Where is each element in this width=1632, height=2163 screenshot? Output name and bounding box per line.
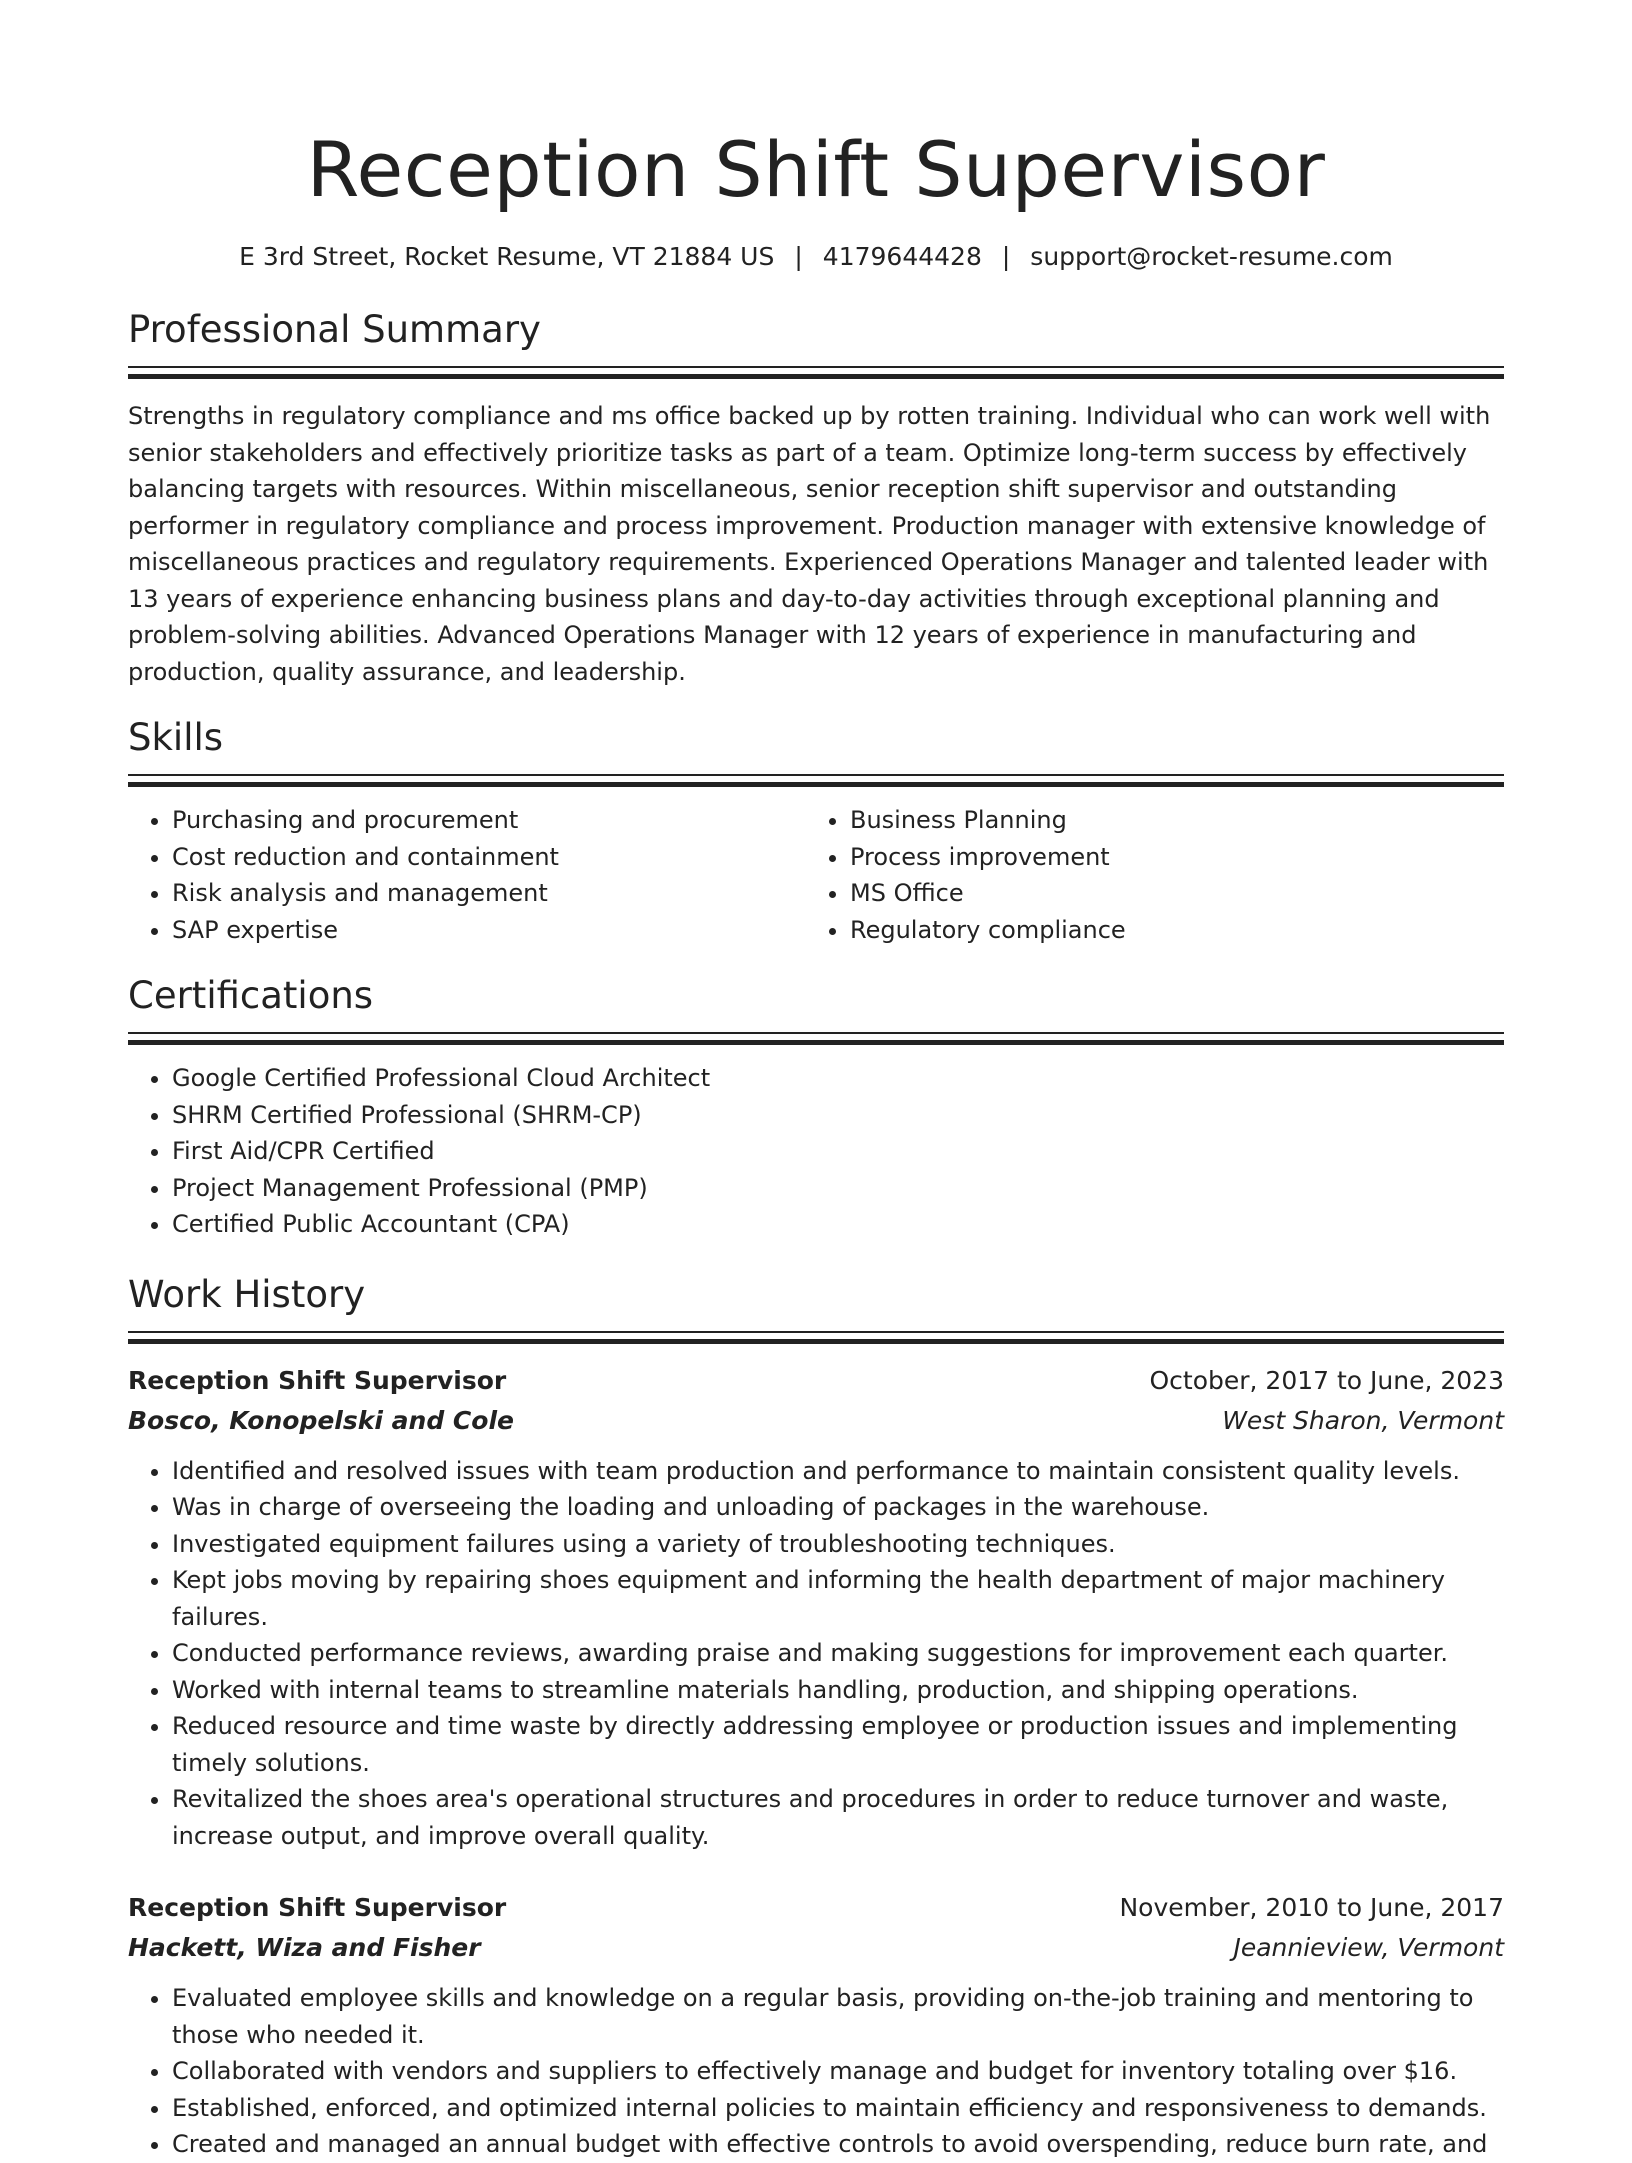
section-rule bbox=[128, 1032, 1504, 1044]
job-bullet: • Worked with internal teams to streamline materials handling, production, and shipping operations. bbox=[172, 1672, 1504, 1709]
job-bullet: • Collaborated with vendors and suppliers to effectively manage and budget for inventory totaling over $16. bbox=[172, 2053, 1504, 2090]
section-title-work-history: Work History bbox=[128, 1272, 366, 1316]
skill-item: • Business Planning bbox=[850, 802, 1484, 839]
skill-item: • Regulatory compliance bbox=[850, 912, 1484, 949]
contact-email: support@rocket-resume.com bbox=[1030, 242, 1393, 271]
certification-item: • First Aid/CPR Certified bbox=[172, 1133, 1504, 1170]
skill-item: • Cost reduction and containment bbox=[172, 839, 806, 876]
job-bullet: • Reduced resource and time waste by directly addressing employee or production issues and implementing timely solutions. bbox=[172, 1708, 1504, 1781]
job-title: Reception Shift Supervisor bbox=[128, 1893, 507, 1922]
job-bullet: • Revitalized the shoes area's operational structures and procedures in order to reduce turnover and waste, increase output, and improve overall quality. bbox=[172, 1781, 1504, 1854]
skills-section bbox=[128, 714, 1504, 948]
job-company: Hackett, Wiza and Fisher bbox=[128, 1933, 481, 1962]
skill-item: • Risk analysis and management bbox=[172, 875, 806, 912]
certification-item: • SHRM Certified Professional (SHRM-CP) bbox=[172, 1097, 1504, 1134]
skill-item: • SAP expertise bbox=[172, 912, 806, 949]
section-rule bbox=[128, 1331, 1504, 1343]
skill-item: • Process improvement bbox=[850, 839, 1484, 876]
candidate-name: Reception Shift Supervisor bbox=[306, 125, 1326, 214]
skills-grid bbox=[128, 802, 1504, 948]
job-bullet: • Was in charge of overseeing the loading and unloading of packages in the warehouse. bbox=[172, 1489, 1504, 1526]
contact-separator: | bbox=[1001, 242, 1011, 271]
job-bullet: • Established, enforced, and optimized internal policies to maintain efficiency and responsiveness to demands. bbox=[172, 2090, 1504, 2127]
section-title-summary: Professional Summary bbox=[128, 308, 541, 351]
summary-text: Strengths in regulatory compliance and ms office backed up by rotten training. Individual who can work well with senior stakeholders and effectively prioritize tasks as part of a team. Optimize long-term success by effectively balancing targets with resources. Within miscellaneous, senior reception shift supervisor and outstanding performer in regulatory compliance and process improvement. Production manager with extensive knowledge of miscellaneous practices and regulatory requirements. Experienced Operations Manager and talented leader with 13 years of experience enhancing business plans and day-to-day activities through exceptional planning and problem-solving abilities. Advanced Operations Manager with 12 years of experience in manufacturing and production, quality assurance, and leadership. bbox=[128, 402, 1491, 686]
job-bullet: • Investigated equipment failures using a variety of troubleshooting techniques. bbox=[172, 1526, 1504, 1563]
certification-item: • Project Management Professional (PMP) bbox=[172, 1170, 1504, 1207]
job-header bbox=[128, 1361, 1504, 1401]
summary-section bbox=[128, 306, 1504, 690]
section-rule bbox=[128, 366, 1504, 378]
skill-item: • MS Office bbox=[850, 875, 1484, 912]
work-history-section bbox=[128, 1271, 1504, 2163]
job-bullet: • Identified and resolved issues with team production and performance to maintain consistent quality levels. bbox=[172, 1453, 1504, 1490]
skills-list-left bbox=[128, 802, 806, 948]
contact-line bbox=[128, 240, 1504, 274]
job-entry bbox=[128, 1888, 1504, 2163]
skill-item: • Purchasing and procurement bbox=[172, 802, 806, 839]
job-dates: October, 2017 to June, 2023 bbox=[1149, 1365, 1504, 1395]
certifications-section bbox=[128, 972, 1504, 1243]
job-subheader bbox=[128, 1401, 1504, 1441]
section-title-skills: Skills bbox=[128, 716, 224, 759]
job-bullet: • Conducted performance reviews, awarding praise and making suggestions for improvement each quarter. bbox=[172, 1635, 1504, 1672]
job-location: West Sharon, Vermont bbox=[1222, 1405, 1504, 1435]
job-bullets bbox=[128, 1453, 1504, 1855]
job-title: Reception Shift Supervisor bbox=[128, 1365, 507, 1395]
job-subheader bbox=[128, 1928, 1504, 1968]
section-title-certifications: Certifications bbox=[128, 974, 374, 1017]
certifications-list bbox=[128, 1060, 1504, 1243]
skills-list-right bbox=[806, 802, 1484, 948]
job-entry bbox=[128, 1361, 1504, 1855]
contact-separator: | bbox=[794, 242, 803, 271]
certification-item: • Certified Public Accountant (CPA) bbox=[172, 1206, 1504, 1243]
job-dates: November, 2010 to June, 2017 bbox=[1119, 1893, 1504, 1922]
section-rule bbox=[128, 774, 1504, 786]
contact-phone: 4179644428 bbox=[822, 242, 982, 271]
resume-page bbox=[128, 0, 1504, 2163]
job-bullets bbox=[128, 1980, 1504, 2163]
contact-address: E 3rd Street, Rocket Resume, VT 21884 US bbox=[239, 242, 775, 271]
job-location: Jeannieview, Vermont bbox=[1233, 1933, 1504, 1962]
certification-item: • Google Certified Professional Cloud Architect bbox=[172, 1060, 1504, 1097]
job-bullet: • Evaluated employee skills and knowledge on a regular basis, providing on-the-job training and mentoring to those who needed it. bbox=[172, 1980, 1504, 2053]
job-company: Bosco, Konopelski and Cole bbox=[128, 1405, 514, 1435]
job-header bbox=[128, 1888, 1504, 1928]
job-bullet: • Kept jobs moving by repairing shoes equipment and informing the health department of major machinery failures. bbox=[172, 1562, 1504, 1635]
job-bullet: • Created and managed an annual budget with effective controls to avoid overspending, reduce burn rate, and bbox=[172, 2126, 1504, 2163]
